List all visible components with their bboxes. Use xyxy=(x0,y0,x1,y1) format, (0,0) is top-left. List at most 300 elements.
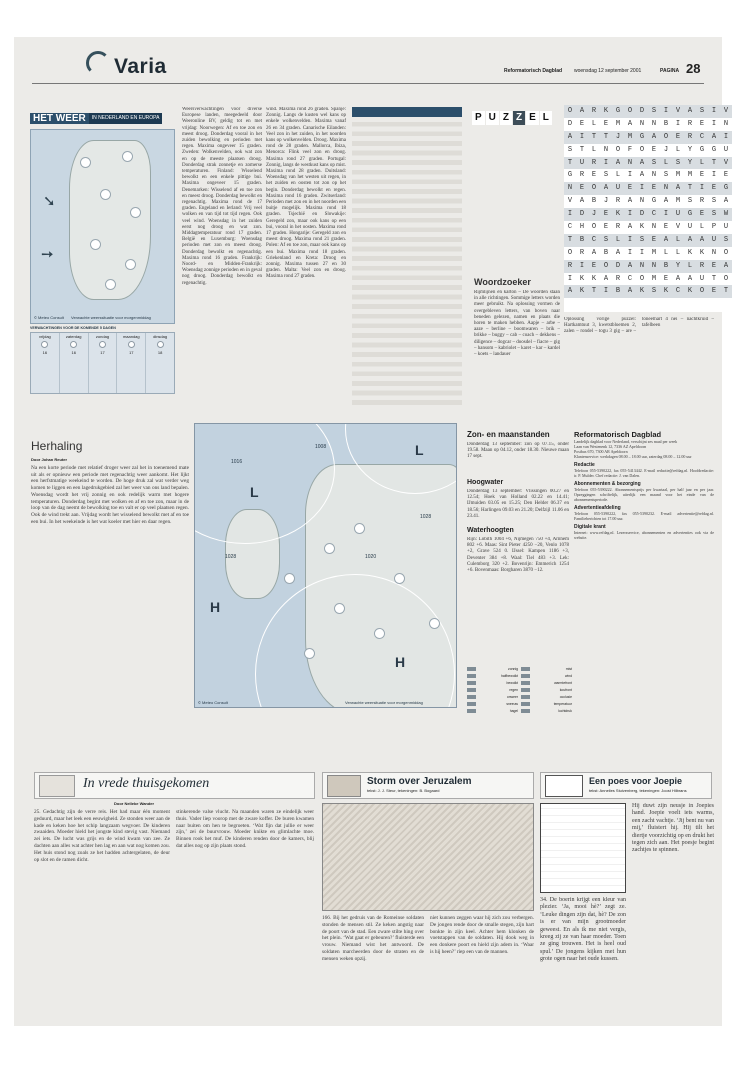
puzzle-letter: E xyxy=(526,111,539,125)
grid-cell: A xyxy=(675,274,681,283)
grid-cell: D xyxy=(639,210,645,219)
legend-icon xyxy=(467,667,476,671)
zon-maan-body: Donderdag 13 september: zon op 07.15, onder 19.58. Maan op 04.12, onder 18.30. Nieuwe maan 17 sept. xyxy=(467,442,569,460)
grid-cell: R xyxy=(567,261,573,270)
legend-item xyxy=(521,686,572,693)
grid-cell: E xyxy=(663,223,669,232)
grid-cell: A xyxy=(603,274,609,283)
grid-cell: O xyxy=(603,261,609,270)
grid-cell: K xyxy=(687,248,693,257)
grid-cell: A xyxy=(639,171,645,180)
grid-cell: D xyxy=(639,107,645,115)
puzzle-letter: Z xyxy=(513,111,525,125)
day-name: maandag xyxy=(122,334,140,339)
grid-cell: E xyxy=(723,171,729,180)
grid-cell: J xyxy=(591,210,597,219)
legend-icon xyxy=(521,667,530,671)
grid-cell: U xyxy=(723,223,729,232)
grid-cell: O xyxy=(591,184,597,193)
grid-cell: A xyxy=(687,107,693,115)
editor-heading: Redactie xyxy=(574,462,595,468)
grid-cell: D xyxy=(615,261,621,270)
grid-cell: A xyxy=(627,223,633,232)
map-credit: © Meteo Consult xyxy=(34,315,64,320)
grid-cell: J xyxy=(615,132,621,141)
grid-cell: K xyxy=(579,287,585,296)
cloud-icon xyxy=(81,158,90,167)
grid-cell: T xyxy=(567,158,573,167)
grid-cell: E xyxy=(579,184,585,193)
grid-cell: S xyxy=(651,158,657,167)
colophon-address: Laan van Westenenk 12, 7336 AZ Apeldoorn xyxy=(574,444,647,449)
grid-cell: G xyxy=(711,145,717,154)
editor-body: Telefoon 055-5390222, fax 055-5413442. E-mail redactie@refdag.nl. Hoofdredactie: ir. P. Mulder. Chef redactie: J. van Dalen. xyxy=(574,468,714,478)
legend-icon xyxy=(467,688,476,692)
weather-icon xyxy=(157,341,164,348)
vrede-column-1: 25. Gedachtig zijn de verre reis. Het had maar één moment geduurd, maar het leek een eeuwigheid. Ze stonden weer aan de kade en keken hoe het schip langzaam wegvoer. De kinderen zwaaiden. Moeder hield het jongste kind stevig vast. Niemand zei iets. De lucht was grijs en de wind kwam van zee. Ze dachten aan alles wat achter hen lag en aan wat nog komen zou. Het huis stond nog zoals ze het hadden achtergelaten, de deur op slot en de ramen dicht. xyxy=(34,809,170,863)
legend-label: onweer xyxy=(506,694,518,699)
grid-cell: I xyxy=(711,119,717,128)
legend-item xyxy=(467,679,518,686)
map-legend xyxy=(467,665,572,714)
grid-cell: E xyxy=(711,287,717,296)
grid-cell: A xyxy=(627,119,633,128)
cloud-icon xyxy=(126,260,135,269)
day-temp: 17 xyxy=(100,350,105,355)
grid-row xyxy=(564,221,732,234)
day-name: dinsdag xyxy=(153,334,168,339)
page-label: PAGINA xyxy=(660,68,680,74)
grid-cell: O xyxy=(663,132,669,141)
pressure-value: 1016 xyxy=(231,459,243,465)
cloud-icon xyxy=(355,524,364,533)
legend-item xyxy=(521,665,572,672)
grid-cell: E xyxy=(711,261,717,270)
grid-cell: J xyxy=(603,197,609,206)
illustration-icon xyxy=(39,775,75,797)
grid-cell: T xyxy=(567,235,573,244)
grid-row xyxy=(564,169,732,182)
grid-cell: T xyxy=(603,132,609,141)
grid-row xyxy=(564,131,732,144)
grid-cell: T xyxy=(687,184,693,193)
table-rows xyxy=(352,117,462,405)
grid-cell: K xyxy=(603,107,609,115)
grid-cell: V xyxy=(723,158,729,167)
grid-cell: E xyxy=(699,119,705,128)
puzzle-letter: P xyxy=(472,111,485,125)
legend-label: halfbewolkt xyxy=(501,673,518,678)
netherlands-weather-map xyxy=(30,129,175,324)
grid-cell: N xyxy=(639,261,645,270)
grid-cell: E xyxy=(591,171,597,180)
grid-cell: A xyxy=(723,197,729,206)
grid-cell: A xyxy=(687,274,693,283)
weather-text-column-2: wind. Maxima rond 26 graden. Spanje: Zonnig. Langs de kusten wel kans op enkele wolkenvelden. Maxima vanaf 26 en 34 graden. Canarische Eilanden: Veel zon in het zuiden, in het noorden kans op wolkenvelden. Droog. Maxima rond de 28 graden. Mallorca, Ibiza, Menorca: Flink veel zon en droog. Maxima rond 27 graden. Portugal: Zonnig, langs de westkust kans op mist. Maxima rond 28 graden. Duitsland: Woensdag van het westen uit regen, in het zuiden en oosten tot zon op het begin. Donderdag bewolkt en regen. Maxima rond 16 graden. Zwitserland: Perioden met zon en in het noorden een buitje mogelijk. Maxima rond 18 graden. Tsjechië en Slowakije: Geregeld zon, maar ook kans op een bui, vooral in het oosten. Maxima rond 17 graden. Hongarije: Geregeld zon en meest droog. Maxima rond 21 graden. Polen: Af en toe zon, maar ook kans op een bui. Maxima rond 18 graden. Griekenland en Kreta: Droog en zonnig. Maxima tussen 27 en 30 graden. Malta: Veel zon en droog. Maxima rond 27 graden. xyxy=(266,107,346,280)
vrede-title: In vrede thuisgekomen xyxy=(83,776,210,791)
joepie-column-1: 34. De boerin krijgt een kleur van plezier. ‘Ja, mooi hè?’ zegt ze. ‘Leuke dingen zijn dat, hè? De zon is er van mijn grootmoeder geweest. En als ik me niet vergis, kreeg zij ze van haar moeder. Toen ze ging trouwen. Het is heel oud spul.’ De jongens kijken met hun grote ogen naar het oude kussen. xyxy=(540,897,626,963)
grid-cell: M xyxy=(651,274,657,283)
grid-cell: B xyxy=(603,248,609,257)
grid-cell: R xyxy=(699,197,705,206)
grid-cell: K xyxy=(591,274,597,283)
grid-cell: S xyxy=(711,197,717,206)
grid-cell: M xyxy=(615,119,621,128)
vrede-header xyxy=(34,772,315,799)
grid-cell: L xyxy=(591,145,597,154)
day-name: zondag xyxy=(95,334,110,339)
puzzle-letter: U xyxy=(486,111,499,125)
grid-cell: G xyxy=(723,184,729,193)
grid-cell: N xyxy=(651,171,657,180)
five-day-forecast xyxy=(30,332,175,394)
grid-cell: O xyxy=(639,145,645,154)
grid-cell: V xyxy=(675,107,681,115)
grid-cell: B xyxy=(663,119,669,128)
grid-cell: S xyxy=(711,210,717,219)
grid-cell: L xyxy=(615,171,621,180)
grid-cell: A xyxy=(579,107,585,115)
grid-cell: N xyxy=(651,261,657,270)
legend-label: wind xyxy=(565,673,572,678)
grid-cell: W xyxy=(723,210,729,219)
grid-cell: E xyxy=(627,184,633,193)
grid-cell: N xyxy=(639,119,645,128)
grid-cell: L xyxy=(591,119,597,128)
grid-cell: M xyxy=(651,248,657,257)
grid-cell: O xyxy=(699,287,705,296)
legend-label: regen xyxy=(509,687,518,692)
forecast-title: VERWACHTINGEN VOOR DE KOMENDE 5 DAGEN xyxy=(30,326,116,330)
legend-icon xyxy=(521,688,530,692)
issue-date: woensdag 12 september 2001 xyxy=(574,68,642,74)
illustration-icon xyxy=(327,775,361,797)
grid-cell: F xyxy=(627,145,633,154)
legend-icon xyxy=(467,702,476,706)
weather-icon xyxy=(99,341,106,348)
grid-cell: Y xyxy=(687,158,693,167)
grid-cell: N xyxy=(651,223,657,232)
grid-cell: R xyxy=(579,248,585,257)
puzzle-brand xyxy=(472,111,553,125)
grid-cell: O xyxy=(567,248,573,257)
grid-cell: R xyxy=(615,223,621,232)
low-pressure-label: L xyxy=(250,484,259,500)
zon-maan-title: Zon- en maanstanden xyxy=(467,430,550,439)
grid-cell: L xyxy=(663,248,669,257)
legend-icon xyxy=(467,674,476,678)
cloud-icon xyxy=(325,544,334,553)
grid-cell: E xyxy=(651,145,657,154)
cat-illustration-icon xyxy=(545,775,583,797)
grid-cell: L xyxy=(699,223,705,232)
grid-cell: E xyxy=(699,171,705,180)
grid-cell: B xyxy=(579,235,585,244)
grid-cell: L xyxy=(675,145,681,154)
forecast-day xyxy=(89,333,118,393)
grid-cell: I xyxy=(627,210,633,219)
hoogwater-body: Donderdag 13 september: Vlissingen 00.27 en 12.54; Hoek van Holland 02.22 en 14.41; IJmuiden 03.05 en 15.25; Den Helder 06.37 en 18.56; Harlingen 09.03 en 21.20; Delfzijl 11.06 en 23.41. xyxy=(467,489,569,519)
grid-cell: E xyxy=(591,261,597,270)
low-pressure-label: L xyxy=(415,442,424,458)
grid-cell: D xyxy=(567,119,573,128)
cloud-icon xyxy=(123,152,132,161)
legend-item xyxy=(467,700,518,707)
legend-item xyxy=(521,700,572,707)
grid-cell: S xyxy=(603,171,609,180)
grid-cell: U xyxy=(675,210,681,219)
grid-cell: U xyxy=(699,274,705,283)
grid-cell: I xyxy=(663,107,669,115)
grid-cell: L xyxy=(615,235,621,244)
grid-cell: A xyxy=(627,197,633,206)
waterhoogten-title: Waterhoogten xyxy=(467,527,514,534)
puzzle-answers: Oplossing vorige puzzel: Hartkamtuut 3, kwetstbloemen 2, zalen – rondel – togu 3 gig – are – toneelhart 4 nei – nachtkruid – tafelbeen xyxy=(564,317,714,335)
legend-icon xyxy=(467,695,476,699)
grid-cell: S xyxy=(567,145,573,154)
newspaper-page xyxy=(14,37,729,1026)
legend-item xyxy=(521,672,572,679)
sun-icon xyxy=(305,649,314,658)
grid-cell: N xyxy=(639,197,645,206)
colophon-post: Postbus 670, 7300 AR Apeldoorn xyxy=(574,449,628,454)
sun-icon xyxy=(395,574,404,583)
grid-cell: N xyxy=(651,119,657,128)
grid-cell: S xyxy=(687,197,693,206)
grid-cell: U xyxy=(723,145,729,154)
grid-cell: G xyxy=(687,210,693,219)
table-header-bar xyxy=(352,107,462,117)
vrede-byline: Door Nelleke Wander xyxy=(114,801,155,806)
colophon-sub: Landelijk dagblad voor Nederland, verschijnt zes maal per week xyxy=(574,439,678,444)
grid-cell: I xyxy=(627,235,633,244)
grid-cell: L xyxy=(699,158,705,167)
grid-row xyxy=(564,105,732,118)
grid-cell: E xyxy=(675,132,681,141)
puzzle-title: Woordzoeker xyxy=(474,277,531,287)
grid-cell: Y xyxy=(675,261,681,270)
section-title: Varia xyxy=(114,55,167,78)
grid-cell: L xyxy=(675,235,681,244)
high-pressure-label: H xyxy=(210,599,221,615)
grid-cell: T xyxy=(723,287,729,296)
grid-cell: O xyxy=(591,223,597,232)
colophon-hours: Klantenservice: werkdagen 08.00 – 18.00 uur, zaterdag 08.00 – 12.00 uur xyxy=(574,454,692,459)
legend-label: hagel xyxy=(509,708,518,713)
weather-icon xyxy=(70,341,77,348)
grid-cell: K xyxy=(639,223,645,232)
day-temp: 16 xyxy=(42,350,48,355)
grid-row xyxy=(564,182,732,195)
wind-arrow-icon: ➙ xyxy=(41,245,54,263)
storm-column-1: 166. Bij het gedruis van de Romeinse soldaten stonden de mensen stil. Ze keken angstig naar de poort van de stad. Een zware stilte hing over het plein. ‘Wat gaat er gebeuren?’ fluisterde een vrouw. Niemand wist het antwoord. De soldaten marcheerden door de straten en de mensen weken opzij. xyxy=(322,915,424,962)
high-pressure-label: H xyxy=(395,654,406,670)
puzzle-letter: Z xyxy=(500,111,512,125)
header-rule xyxy=(32,83,704,84)
advertising-body: Telefoon 055-5390222, fax 055-5390232. E-mail advertentie@refdag.nl. Familieberichten tot 17.00 uur. xyxy=(574,511,714,521)
grid-cell: O xyxy=(615,145,621,154)
grid-cell: A xyxy=(687,235,693,244)
grid-cell: D xyxy=(579,210,585,219)
legend-label: warmtefront xyxy=(554,680,572,685)
grid-cell: R xyxy=(591,107,597,115)
grid-row xyxy=(564,157,732,170)
grid-cell: V xyxy=(723,107,729,115)
grid-cell: T xyxy=(591,132,597,141)
weather-icon xyxy=(128,341,135,348)
grid-cell: S xyxy=(675,158,681,167)
day-name: zaterdag xyxy=(65,334,82,339)
grid-row xyxy=(564,234,732,247)
legend-item xyxy=(467,693,518,700)
grid-cell: R xyxy=(579,171,585,180)
grid-cell: B xyxy=(615,287,621,296)
grid-cell: G xyxy=(639,132,645,141)
grid-cell: R xyxy=(687,132,693,141)
grid-cell: A xyxy=(699,235,705,244)
grid-cell: I xyxy=(639,184,645,193)
sun-icon xyxy=(375,629,384,638)
legend-label: koufront xyxy=(559,687,572,692)
digital-heading: Digitale krant xyxy=(574,524,606,530)
legend-label: occlusie xyxy=(559,694,572,699)
legend-icon xyxy=(521,674,530,678)
forecast-day xyxy=(31,333,60,393)
storm-header xyxy=(322,772,534,799)
day-temp: 17 xyxy=(129,350,134,355)
bigmap-credit: © Meteo Consult xyxy=(198,700,228,705)
grid-row xyxy=(564,247,732,260)
grid-cell: I xyxy=(723,132,729,141)
grid-cell: U xyxy=(615,184,621,193)
advertising-heading: Advertentieafdeling xyxy=(574,505,621,511)
cloud-icon xyxy=(106,280,115,289)
grid-cell: B xyxy=(663,261,669,270)
grid-cell: S xyxy=(639,235,645,244)
storm-title: Storm over Jeruzalem xyxy=(367,776,472,787)
pressure-value: 1028 xyxy=(420,514,432,520)
grid-cell: C xyxy=(699,132,705,141)
grid-cell: T xyxy=(579,145,585,154)
grid-cell: U xyxy=(687,223,693,232)
grid-cell: I xyxy=(627,171,633,180)
grid-cell: O xyxy=(723,248,729,257)
grid-cell: O xyxy=(627,107,633,115)
joepie-drawing xyxy=(540,803,626,893)
europe-weather-map xyxy=(194,423,457,708)
grid-cell: A xyxy=(615,158,621,167)
grid-cell: A xyxy=(723,261,729,270)
weather-brand xyxy=(30,113,162,124)
grid-cell: I xyxy=(663,210,669,219)
grid-cell: E xyxy=(699,210,705,219)
grid-cell: M xyxy=(675,171,681,180)
day-temp: 16 xyxy=(71,350,76,355)
grid-cell: R xyxy=(615,274,621,283)
storm-column-2: niet kunnen zeggen waar hij zich zou verbergen. De jongen rende door de smalle stegen, zijn hart bonkte in zijn keel. Achter hem klonken de voetstappen van de soldaten. Hij dook weg in een donkere poort en hield zijn adem in. ‘Waar is hij heen?’ riep een van de mannen. xyxy=(430,915,534,955)
temperature-table xyxy=(352,107,462,405)
grid-cell: U xyxy=(579,158,585,167)
grid-cell: U xyxy=(711,235,717,244)
digital-body: Internet: www.refdag.nl. Lezersservice, abonnementen en advertenties ook via de website. xyxy=(574,530,714,540)
grid-cell: H xyxy=(579,223,585,232)
grid-cell: S xyxy=(603,235,609,244)
colophon-title: Reformatorisch Dagblad xyxy=(574,430,662,439)
grid-cell: G xyxy=(567,171,573,180)
legend-icon xyxy=(521,709,530,713)
grid-row xyxy=(564,144,732,157)
cloud-icon xyxy=(101,190,110,199)
grid-cell: I xyxy=(567,274,573,283)
grid-cell: V xyxy=(675,223,681,232)
grid-cell: G xyxy=(615,107,621,115)
day-name: vrijdag xyxy=(39,334,51,339)
grid-cell: I xyxy=(603,158,609,167)
legend-label: luchtdruk xyxy=(558,708,572,713)
cloud-icon xyxy=(131,208,140,217)
grid-row xyxy=(564,195,732,208)
legend-item xyxy=(521,693,572,700)
sun-icon xyxy=(430,619,439,628)
legend-item xyxy=(467,665,518,672)
joepie-byline: tekst: Annelies Stuivenberg, tekeningen: Joost Hilbrans xyxy=(589,788,687,793)
grid-cell: Y xyxy=(687,145,693,154)
grid-cell: I xyxy=(567,210,573,219)
grid-cell: I xyxy=(699,184,705,193)
joepie-header xyxy=(540,772,712,799)
grid-row xyxy=(564,118,732,131)
legend-icon xyxy=(521,702,530,706)
grid-cell: K xyxy=(639,287,645,296)
grid-cell: R xyxy=(699,261,705,270)
pressure-value: 1028 xyxy=(225,554,237,560)
weather-brand-main: HET WEER xyxy=(30,113,89,124)
grid-cell: A xyxy=(639,158,645,167)
grid-cell: I xyxy=(627,248,633,257)
grid-cell: J xyxy=(663,145,669,154)
grid-cell: C xyxy=(675,287,681,296)
grid-cell: O xyxy=(639,274,645,283)
grid-cell: M xyxy=(627,132,633,141)
grid-cell: A xyxy=(567,132,573,141)
grid-cell: M xyxy=(687,171,693,180)
grid-cell: I xyxy=(603,287,609,296)
subscriptions-heading: Abonnementen & bezorging xyxy=(574,481,641,487)
legend-icon xyxy=(521,695,530,699)
grid-cell: S xyxy=(723,235,729,244)
legend-item xyxy=(467,672,518,679)
subscriptions-body: Telefoon 055-5390222. Abonnementsprijs per kwartaal, per half jaar en per jaar. Opzeggingen schriftelijk, uiterlijk een maand voor het einde van de abonnementsperiode. xyxy=(574,487,714,502)
legend-label: zonnig xyxy=(508,666,518,671)
cloud-icon xyxy=(91,240,100,249)
grid-cell: A xyxy=(663,235,669,244)
grid-cell: G xyxy=(651,197,657,206)
weather-brand-sub: IN NEDERLAND EN EUROPA xyxy=(89,113,163,124)
grid-cell: C xyxy=(627,274,633,283)
grid-cell: A xyxy=(567,287,573,296)
grid-cell: A xyxy=(615,248,621,257)
grid-cell: A xyxy=(603,184,609,193)
grid-cell: I xyxy=(711,171,717,180)
grid-cell: A xyxy=(579,197,585,206)
grid-cell: E xyxy=(603,223,609,232)
bigmap-caption: Verwachte weersituatie voor morgenmiddag xyxy=(345,700,423,705)
sun-icon xyxy=(335,604,344,613)
grid-cell: B xyxy=(591,197,597,206)
wind-arrow-icon: ➘ xyxy=(43,192,56,210)
legend-item xyxy=(467,686,518,693)
grid-cell: S xyxy=(651,287,657,296)
